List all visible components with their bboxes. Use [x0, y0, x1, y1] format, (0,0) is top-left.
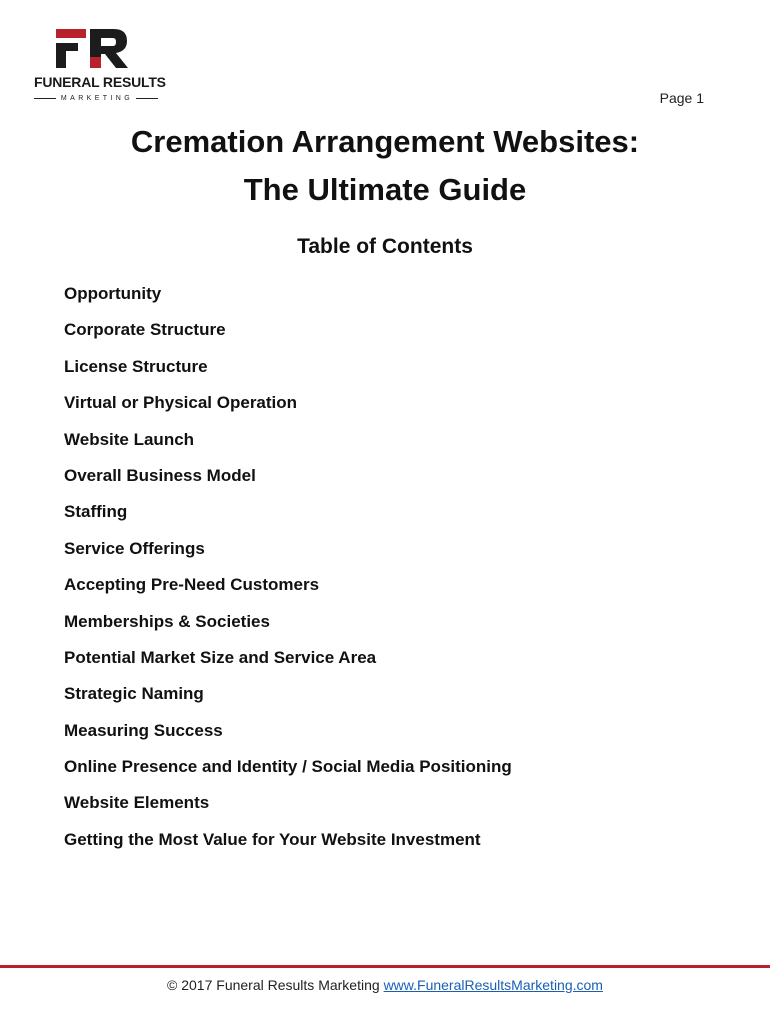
company-logo [34, 26, 166, 106]
toc-item-opportunity[interactable]: Opportunity [64, 284, 162, 303]
toc-item-accepting-pre-need-customers[interactable]: Accepting Pre-Need Customers [64, 575, 320, 595]
logo-subtitle-text: MARKETING [60, 94, 134, 102]
toc-item-online-presence[interactable]: Online Presence and Identity / Social Media Positioning [64, 757, 512, 777]
title-line-2: The Ultimate Guide [243, 172, 527, 207]
toc-item-service-offerings[interactable]: Service Offerings [64, 538, 205, 558]
toc-heading: Table of Contents [297, 235, 473, 258]
toc-item-website-launch[interactable]: Website Launch [64, 429, 195, 449]
title-line-1: Cremation Arrangement Websites: [130, 124, 640, 159]
footer-copyright: © 2017 Funeral Results Marketing [167, 977, 380, 993]
toc-item-measuring-success[interactable]: Measuring Success [64, 720, 223, 740]
logo-wordmark: FUNERAL RESULTS [34, 74, 166, 90]
footer-website-link[interactable]: www.FuneralResultsMarketing.com [383, 977, 603, 993]
toc-item-website-elements[interactable]: Website Elements [64, 793, 210, 813]
toc-item-potential-market-size[interactable]: Potential Market Size and Service Area [64, 647, 377, 667]
logo-rule-left [34, 98, 56, 99]
logo-subtitle [34, 92, 158, 104]
toc-item-memberships-societies[interactable]: Memberships & Societies [64, 611, 270, 631]
page-footer [0, 977, 770, 993]
document-title [0, 118, 770, 214]
footer-divider [0, 965, 770, 968]
toc-item-overall-business-model[interactable]: Overall Business Model [64, 465, 256, 485]
toc-item-virtual-or-physical-operation[interactable]: Virtual or Physical Operation [64, 393, 298, 413]
toc-item-getting-most-value[interactable]: Getting the Most Value for Your Website Investment [64, 829, 481, 849]
toc-item-corporate-structure[interactable]: Corporate Structure [64, 320, 226, 340]
logo-rule-right [136, 98, 158, 99]
page-number: Page 1 [659, 90, 704, 106]
toc-item-strategic-naming[interactable]: Strategic Naming [64, 684, 204, 704]
fr-logo-mark-icon [52, 26, 132, 71]
toc-item-license-structure[interactable]: License Structure [64, 356, 208, 376]
table-of-contents [64, 282, 512, 864]
toc-item-staffing[interactable]: Staffing [64, 502, 128, 522]
